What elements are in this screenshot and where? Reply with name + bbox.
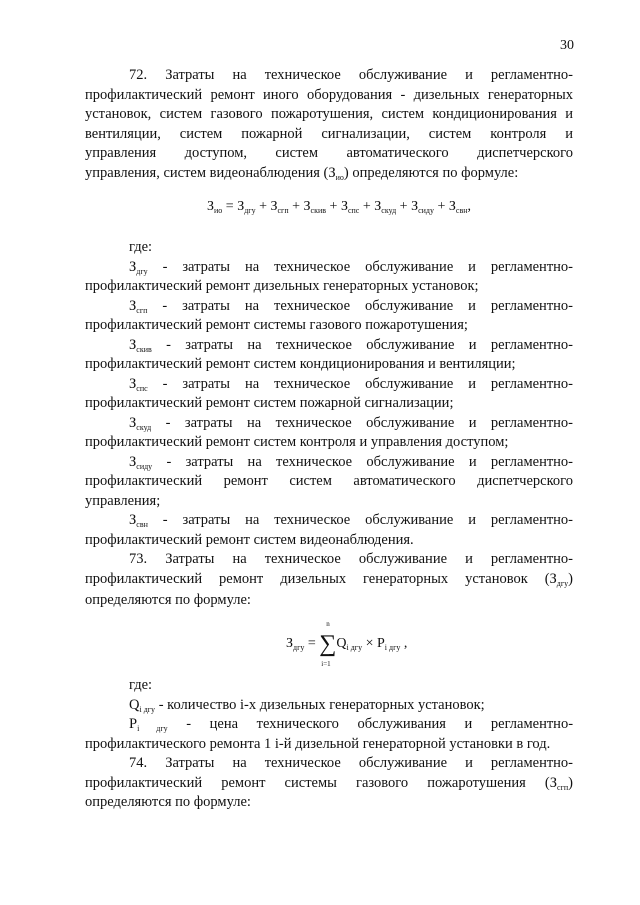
def-z-sidu-2: профилактический ремонт систем автоматического диспетчерского bbox=[85, 473, 573, 489]
where-label-1: где: bbox=[129, 239, 153, 255]
p73-line-1: 73. Затраты на техническое обслуживание и регламентно- bbox=[129, 551, 574, 567]
def-z-sps-1: $З_{спс}$ - затраты на техническое обслуживание и регламентно- bbox=[129, 375, 573, 393]
def-z-skud-1: $З_{скуд}$ - затраты на техническое обслуживание и регламентно- bbox=[129, 414, 573, 432]
p74-line-2: профилактический ремонт системы газового пожаротушения $(З_{сгп})$ bbox=[85, 774, 573, 792]
p72-line-6: управления, систем видеонаблюдения $(З_{ио})$ определяются по формуле: bbox=[85, 164, 519, 182]
def-z-sgp-2: профилактический ремонт системы газового пожаротушения; bbox=[85, 317, 468, 333]
p72-line-4: вентиляции, систем пожарной сигнализации, систем контроля и bbox=[85, 125, 573, 142]
p72-line-2: профилактический ремонт иного оборудования - дизельных генераторных bbox=[85, 86, 573, 103]
def-z-sidu-1: $З_{сиду}$ - затраты на техническое обслуживание и регламентно- bbox=[129, 453, 574, 471]
def-p-dgu-2: профилактического ремонта 1 i-й дизельной генераторной установки в год. bbox=[85, 735, 551, 752]
def-z-sgp-1: $З_{сгп}$ - затраты на техническое обслуживание и регламентно- bbox=[129, 297, 573, 315]
page-number: 30 bbox=[560, 38, 574, 53]
def-z-sidu-3: управления; bbox=[85, 492, 161, 509]
p72-line-5: управления доступом, систем автоматического диспетчерского bbox=[85, 145, 573, 161]
def-z-skiv-1: $З_{скив}$ - затраты на техническое обслуживание и регламентно- bbox=[129, 336, 573, 354]
p72-number: 72. bbox=[129, 67, 148, 83]
formula-z-io: $З_{ио} = З_{дгу} + З_{сгп} + З_{скив} + З_{спс} + З_{скуд} + З_{сиду} + З_{свн}$, bbox=[207, 199, 472, 215]
p73-line-3: определяются по формуле: bbox=[85, 592, 251, 608]
sum-symbol: n ∑ i=1 bbox=[319, 620, 337, 668]
def-z-skud-2: профилактический ремонт систем контроля и управления доступом; bbox=[85, 434, 509, 450]
where-label-2: где: bbox=[129, 677, 153, 693]
p72-line-3: установок, систем газового пожаротушения, систем кондиционирования и bbox=[85, 106, 573, 122]
def-z-dgu-1: $З_{дгу}$ - затраты на техническое обслуживание и регламентно- bbox=[129, 258, 573, 276]
def-z-sps-2: профилактический ремонт систем пожарной сигнализации; bbox=[85, 395, 454, 411]
def-z-dgu-2: профилактический ремонт дизельных генераторных установок; bbox=[85, 278, 479, 294]
def-z-svn-1: $З_{свн}$ - затраты на техническое обслуживание и регламентно- bbox=[129, 512, 573, 529]
def-z-skiv-2: профилактический ремонт систем кондиционирования и вентиляции; bbox=[85, 356, 516, 372]
def-q-dgu: $Q_{i дгу}$ - количество i-х дизельных генераторных установок; bbox=[129, 696, 485, 714]
p72-line-1: 72. Затраты на техническое обслуживание и регламентно- bbox=[129, 67, 574, 83]
p73-line-2: профилактический ремонт дизельных генераторных установок $(З_{дгу})$ bbox=[85, 571, 573, 588]
p74-line-3: определяются по формуле: bbox=[85, 794, 251, 810]
p74-line-1: 74. Затраты на техническое обслуживание и регламентно- bbox=[129, 755, 574, 771]
def-p-dgu-1: $P_{i дгу}$ - цена технического обслуживания и регламентно- bbox=[129, 716, 574, 733]
def-z-svn-2: профилактический ремонт систем видеонаблюдения. bbox=[85, 531, 414, 548]
formula-z-dgu: $З_{дгу}$ = n ∑ i=1 $Q_{i дгу} \times P_{i дгу}$ , bbox=[286, 620, 408, 668]
